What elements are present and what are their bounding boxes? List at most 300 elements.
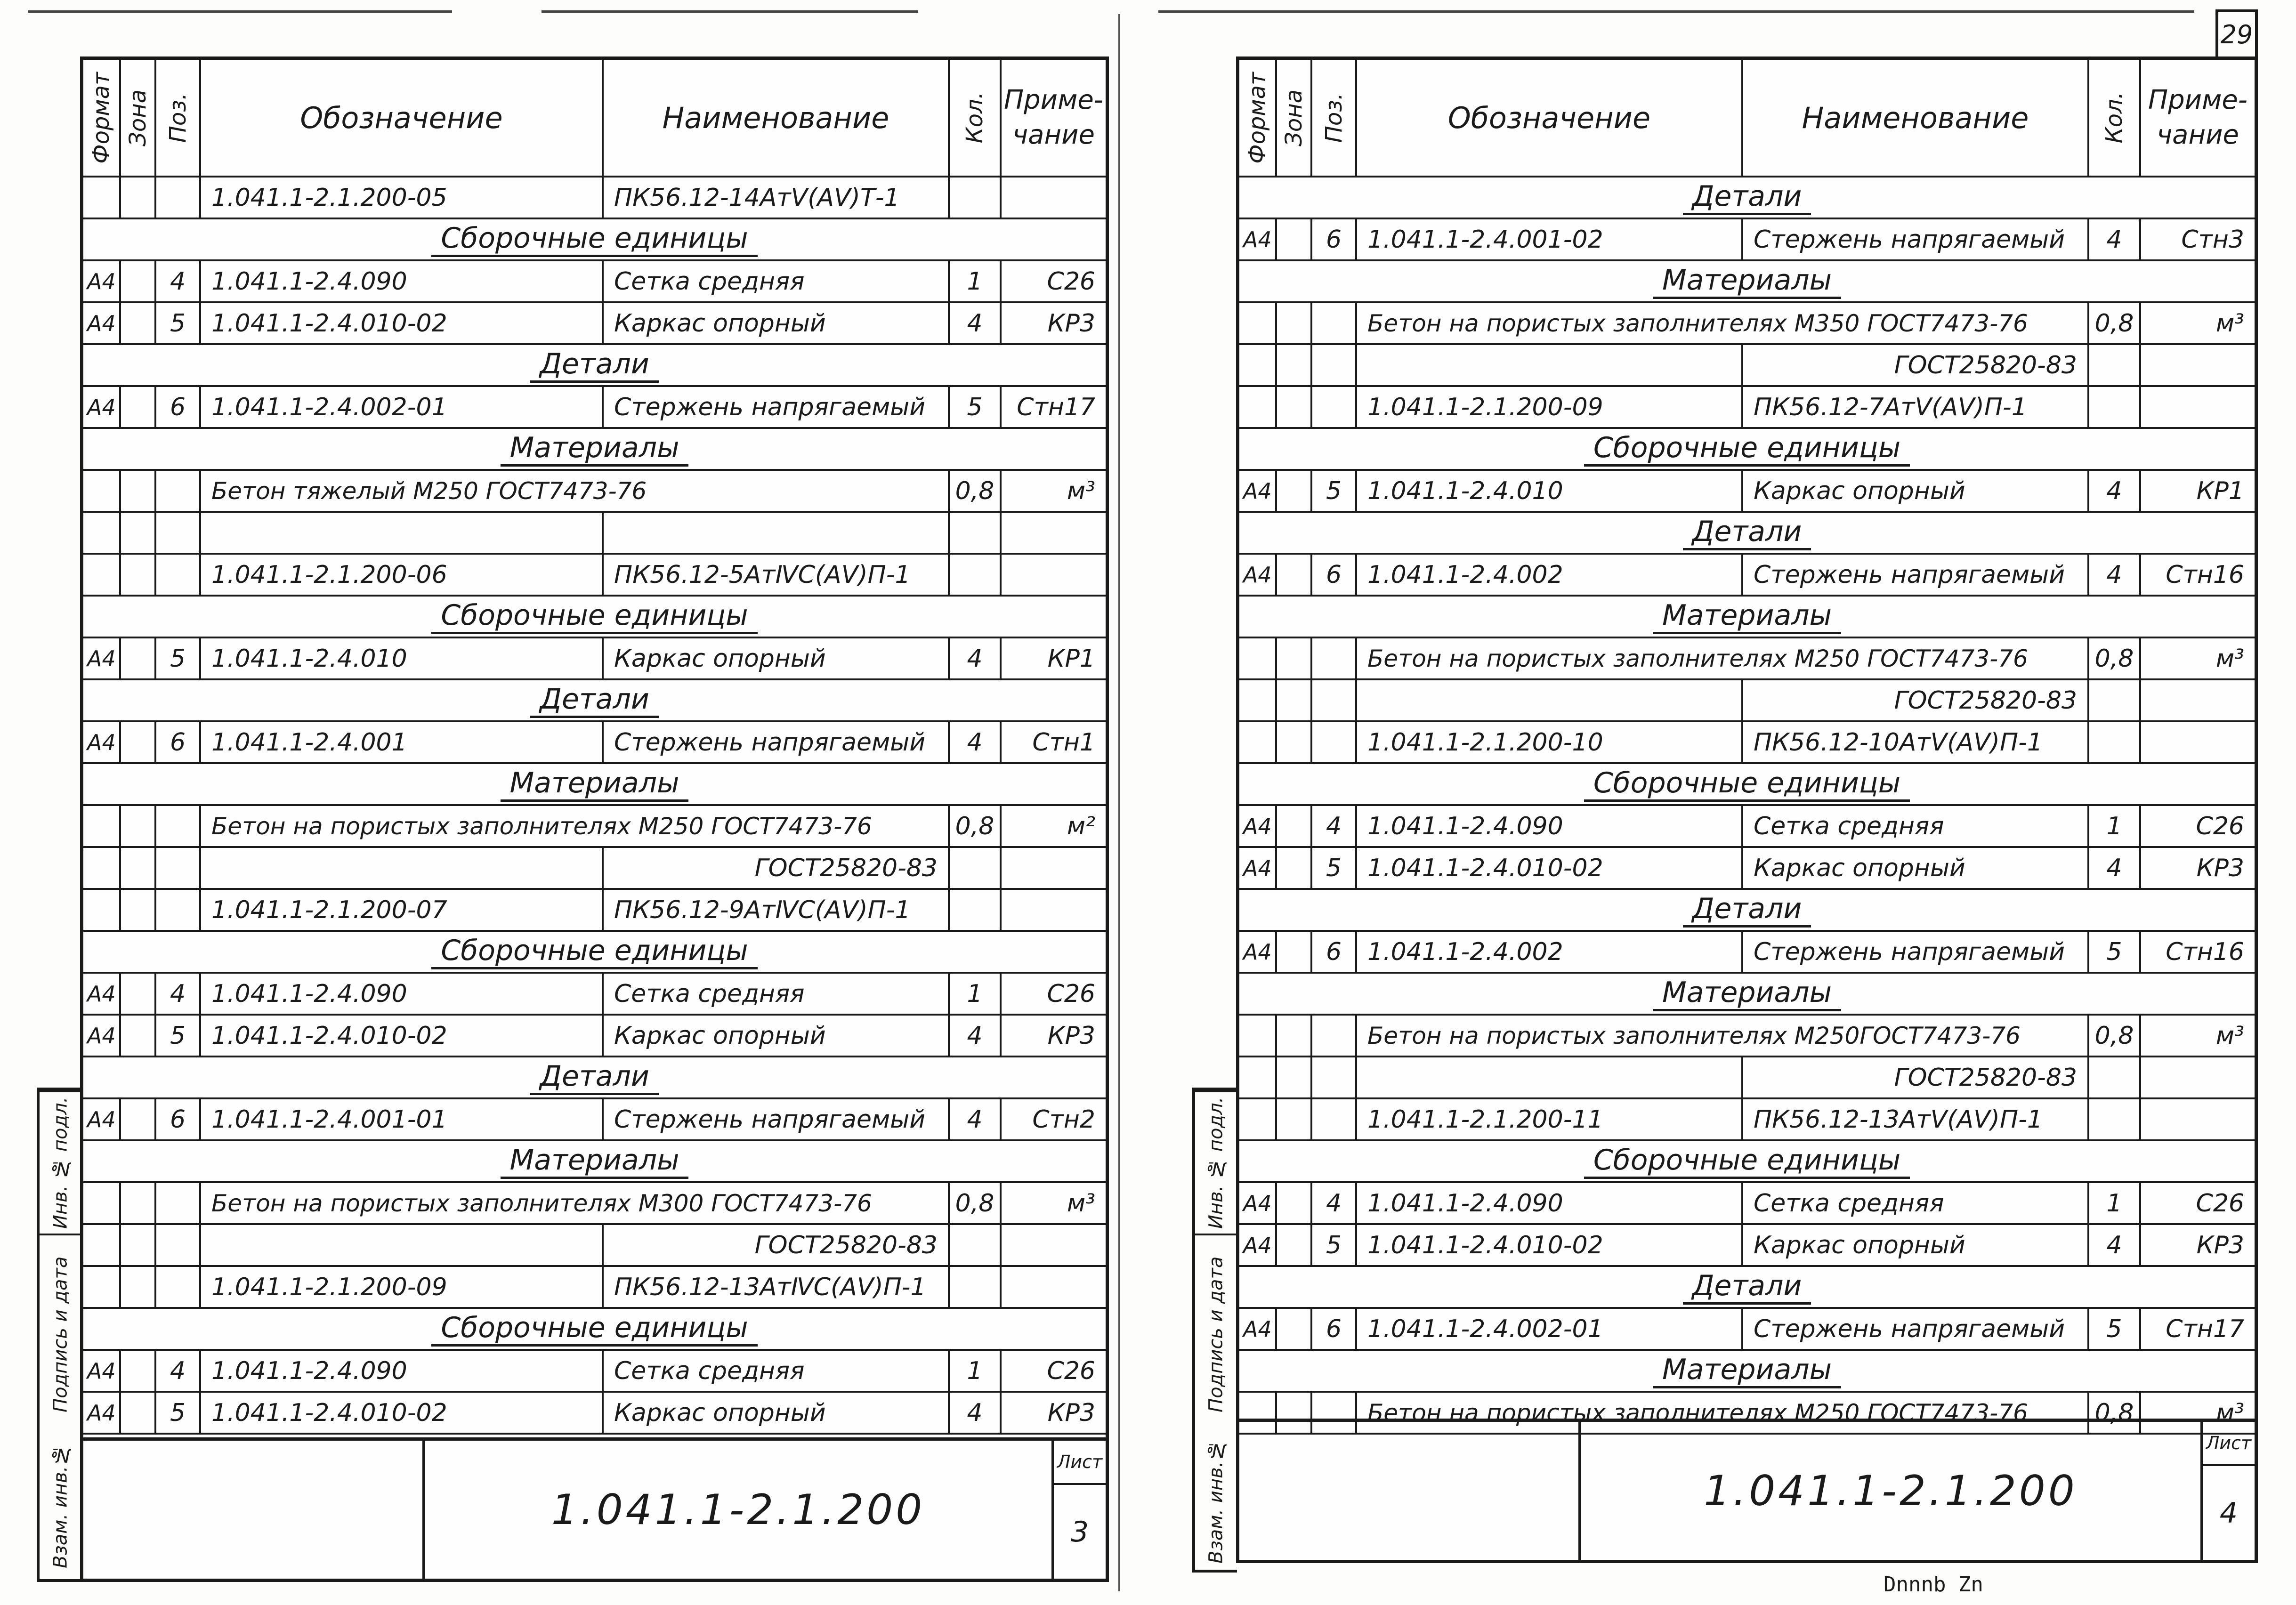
note-cell: КР3 — [2196, 1231, 2244, 1259]
position-cell — [1312, 1016, 1357, 1056]
section-title-cell — [83, 680, 1106, 720]
note-cell: Стн16 — [2166, 937, 2244, 966]
section-title-cell — [83, 219, 1106, 259]
designation-cell: 1.041.1-2.4.010-02 — [1357, 1225, 1743, 1265]
table-row — [1239, 848, 2255, 890]
header-name: Наименование — [1743, 60, 2089, 176]
header-designation: Обозначение — [1357, 60, 1743, 176]
table-row — [1239, 303, 2255, 345]
zone-cell — [1277, 638, 1312, 678]
section-title-row — [83, 429, 1106, 471]
position-cell: 5 — [156, 1016, 201, 1056]
position-cell — [1312, 722, 1357, 762]
header-zone — [121, 60, 156, 176]
section-title-cell — [83, 1141, 1106, 1181]
table-row — [83, 555, 1106, 597]
position-cell: 4 — [156, 1351, 201, 1391]
quantity-cell: 0,8 — [950, 806, 1002, 846]
note-cell: КР3 — [1047, 1021, 1095, 1050]
quantity-cell: 4 — [950, 638, 1002, 678]
header-note — [1002, 60, 1106, 176]
quantity-cell: 0,8 — [2089, 1393, 2141, 1433]
table-row — [83, 1183, 1106, 1225]
designation-cell: 1.041.1-2.4.001-02 — [1357, 219, 1743, 259]
empty-cell — [1357, 1057, 1743, 1097]
zone-cell — [121, 1183, 156, 1223]
quantity-cell: 4 — [950, 303, 1002, 343]
format-cell: А4 — [1239, 471, 1277, 511]
page-number: 29 — [2215, 9, 2258, 56]
stamp-inventory-original: Инв. № подл. — [1195, 1090, 1237, 1234]
zone-cell — [121, 890, 156, 930]
note-cell: м³ — [2215, 1021, 2244, 1050]
format-cell: А4 — [1239, 1183, 1277, 1223]
designation-cell: 1.041.1-2.4.010 — [1357, 471, 1743, 511]
header-note-label: Приме- чание — [1004, 85, 1103, 150]
section-title-row — [83, 1141, 1106, 1183]
section-title-cell — [1239, 1267, 2255, 1307]
section-title-row — [83, 1057, 1106, 1099]
section-title-cell — [1239, 890, 2255, 930]
designation-cell: 1.041.1-2.1.200-10 — [1357, 722, 1743, 762]
top-dash-line — [1158, 10, 2194, 13]
section-title-cell — [83, 597, 1106, 637]
format-cell: А4 — [83, 974, 121, 1014]
table-row — [1239, 219, 2255, 261]
name-cell: Каркас опорный — [604, 1016, 950, 1056]
empty-cell — [2141, 1057, 2255, 1097]
zone-cell — [121, 303, 156, 343]
zone-cell — [1277, 219, 1312, 259]
quantity-cell: 5 — [2089, 932, 2141, 972]
table-row — [83, 513, 1106, 555]
format-cell: А4 — [1239, 932, 1277, 972]
quantity-cell — [950, 555, 1002, 595]
stamp-signature-date: Подпись и дата — [1195, 1234, 1237, 1433]
table-row — [1239, 1016, 2255, 1057]
empty-cell — [950, 848, 1002, 888]
section-title-cell — [1239, 177, 2255, 218]
material-description: Бетон на пористых заполнителях М250 ГОСТ7473-76 — [201, 806, 950, 846]
name-cell: ПК56.12-9АтⅣС(АⅤ)П-1 — [604, 890, 950, 930]
section-title: Материалы — [501, 1144, 689, 1179]
empty-cell — [1357, 680, 1743, 720]
name-cell: Каркас опорный — [604, 303, 950, 343]
title-block-blank — [1239, 1422, 1581, 1560]
quantity-cell: 0,8 — [950, 471, 1002, 511]
note-cell — [2141, 387, 2255, 427]
quantity-cell: 1 — [950, 974, 1002, 1014]
designation-cell: 1.041.1-2.4.090 — [201, 1351, 604, 1391]
rows-left — [83, 177, 1106, 1435]
section-title: Сборочные единицы — [1584, 766, 1910, 802]
zone-cell — [121, 1393, 156, 1433]
empty-cell — [121, 848, 156, 888]
document-code: 1.041.1-2.1.200 — [1704, 1467, 2078, 1515]
empty-cell — [201, 848, 604, 888]
empty-cell — [1277, 1057, 1312, 1097]
quantity-cell — [2089, 387, 2141, 427]
note-cell: С26 — [2196, 812, 2244, 840]
section-title: Сборочные единицы — [1584, 431, 1910, 467]
empty-cell — [1002, 1225, 1106, 1265]
quantity-cell — [950, 890, 1002, 930]
format-cell: А4 — [1239, 1225, 1277, 1265]
header-qty-label: Кол. — [962, 92, 988, 144]
empty-cell — [1312, 680, 1357, 720]
position-cell — [156, 890, 201, 930]
section-title: Материалы — [501, 766, 689, 802]
section-title: Материалы — [501, 431, 689, 467]
format-cell: А4 — [83, 638, 121, 678]
position-cell: 4 — [1312, 806, 1357, 846]
quantity-cell — [2089, 722, 2141, 762]
position-cell: 5 — [1312, 471, 1357, 511]
gost-reference: ГОСТ25820-83 — [1743, 680, 2089, 720]
designation-cell: 1.041.1-2.4.090 — [1357, 1183, 1743, 1223]
empty-cell — [2141, 680, 2255, 720]
empty-cell — [1312, 345, 1357, 385]
note-cell: Стн1 — [1032, 728, 1095, 757]
section-title-row — [1239, 261, 2255, 303]
gost-row — [1239, 680, 2255, 722]
note-cell: м² — [1067, 812, 1095, 840]
name-cell: Каркас опорный — [604, 638, 950, 678]
table-row — [83, 638, 1106, 680]
section-title-cell — [83, 932, 1106, 972]
format-cell — [1239, 1099, 1277, 1139]
zone-cell — [121, 1016, 156, 1056]
quantity-cell: 1 — [950, 1351, 1002, 1391]
zone-cell — [1277, 1309, 1312, 1349]
note-cell: м³ — [2215, 309, 2244, 338]
material-description: Бетон на пористых заполнителях М350 ГОСТ7473-76 — [1357, 303, 2089, 343]
note-cell — [1002, 513, 1106, 553]
empty-cell — [1357, 345, 1743, 385]
name-cell: ПК56.12-10АтⅤ(АⅤ)П-1 — [1743, 722, 2089, 762]
position-cell — [1312, 303, 1357, 343]
table-row — [83, 387, 1106, 429]
section-title: Сборочные единицы — [431, 1311, 757, 1347]
quantity-cell: 4 — [950, 1393, 1002, 1433]
header-designation: Обозначение — [201, 60, 604, 176]
quantity-cell — [950, 513, 1002, 553]
format-cell — [1239, 303, 1277, 343]
quantity-cell: 0,8 — [2089, 638, 2141, 678]
section-title-row — [1239, 177, 2255, 219]
gost-row — [83, 1225, 1106, 1267]
position-cell — [156, 471, 201, 511]
position-cell: 4 — [156, 261, 201, 301]
note-cell — [1002, 1267, 1106, 1307]
designation-cell: 1.041.1-2.1.200-11 — [1357, 1099, 1743, 1139]
name-cell: Стержень напрягаемый — [1743, 219, 2089, 259]
section-title-cell — [83, 345, 1106, 385]
gost-row — [1239, 1057, 2255, 1099]
format-cell: А4 — [83, 261, 121, 301]
title-block-blank — [83, 1441, 425, 1579]
quantity-cell: 1 — [2089, 1183, 2141, 1223]
format-cell: А4 — [83, 1393, 121, 1433]
empty-cell — [2141, 345, 2255, 385]
sheet-number-box — [2200, 1422, 2255, 1560]
quantity-cell — [950, 1267, 1002, 1307]
table-row — [1239, 387, 2255, 429]
quantity-cell: 4 — [2089, 219, 2141, 259]
quantity-cell — [950, 177, 1002, 218]
table-row — [83, 1393, 1106, 1435]
note-cell: КР1 — [1047, 644, 1095, 673]
note-cell: С26 — [1047, 267, 1095, 296]
designation-cell: 1.041.1-2.1.200-09 — [201, 1267, 604, 1307]
header-qty — [2089, 60, 2141, 176]
table-row — [83, 261, 1106, 303]
name-cell: ПК56.12-7АтⅤ(АⅤ)П-1 — [1743, 387, 2089, 427]
quantity-cell: 4 — [2089, 1225, 2141, 1265]
note-cell: м³ — [2215, 1398, 2244, 1427]
gost-reference: ГОСТ25820-83 — [604, 1225, 950, 1265]
sheet-number: 4 — [2219, 1496, 2238, 1530]
designation-cell: 1.041.1-2.4.002 — [1357, 932, 1743, 972]
zone-cell — [121, 974, 156, 1014]
position-cell — [156, 513, 201, 553]
material-description: Бетон на пористых заполнителях М250ГОСТ7473-76 — [1357, 1016, 2089, 1056]
note-cell — [1002, 890, 1106, 930]
quantity-cell: 1 — [2089, 806, 2141, 846]
name-cell: Стержень напрягаемый — [604, 387, 950, 427]
stamp-inventory-original: Инв. № подл. — [40, 1090, 81, 1234]
section-title-cell — [1239, 1141, 2255, 1181]
section-title-cell — [1239, 513, 2255, 553]
position-cell — [156, 1183, 201, 1223]
designation-cell: 1.041.1-2.4.090 — [1357, 806, 1743, 846]
note-cell: КР3 — [1047, 309, 1095, 338]
format-cell: А4 — [83, 722, 121, 762]
designation-cell: 1.041.1-2.4.010-02 — [201, 303, 604, 343]
section-title: Детали — [1683, 1269, 1811, 1305]
section-title-row — [83, 764, 1106, 806]
name-cell: Стержень напрягаемый — [1743, 1309, 2089, 1349]
name-cell: ПК56.12-13АтⅣС(АⅤ)П-1 — [604, 1267, 950, 1307]
format-cell — [83, 513, 121, 553]
stamp-signature-date: Подпись и дата — [40, 1234, 81, 1433]
spec-sheet-left — [80, 56, 1109, 1582]
zone-cell — [1277, 387, 1312, 427]
designation-cell: 1.041.1-2.4.001 — [201, 722, 604, 762]
position-cell: 6 — [1312, 1309, 1357, 1349]
note-cell: С26 — [2196, 1189, 2244, 1218]
zone-cell — [1277, 806, 1312, 846]
side-stamp-right — [1192, 1088, 1237, 1573]
sheet-label: Лист — [2203, 1422, 2255, 1466]
table-row — [83, 1267, 1106, 1309]
position-cell: 5 — [156, 303, 201, 343]
sheet-number: 3 — [1070, 1515, 1089, 1549]
format-cell — [83, 1183, 121, 1223]
section-title: Сборочные единицы — [1584, 1144, 1910, 1179]
zone-cell — [1277, 555, 1312, 595]
section-title-row — [83, 345, 1106, 387]
quantity-cell: 0,8 — [2089, 1016, 2141, 1056]
empty-cell — [1002, 848, 1106, 888]
empty-cell — [2089, 345, 2141, 385]
position-cell: 6 — [1312, 932, 1357, 972]
note-cell: Стн3 — [2181, 225, 2244, 254]
format-cell — [1239, 1016, 1277, 1056]
material-description: Бетон на пористых заполнителях М300 ГОСТ7473-76 — [201, 1183, 950, 1223]
position-cell: 6 — [156, 722, 201, 762]
name-cell: Каркас опорный — [1743, 471, 2089, 511]
zone-cell — [121, 555, 156, 595]
name-cell: Стержень напрягаемый — [1743, 555, 2089, 595]
zone-cell — [121, 722, 156, 762]
note-cell: м³ — [1067, 1189, 1095, 1218]
format-cell: А4 — [83, 1016, 121, 1056]
designation-cell — [201, 513, 604, 553]
name-cell: Сетка средняя — [1743, 806, 2089, 846]
table-row — [1239, 638, 2255, 680]
designation-cell: 1.041.1-2.4.002 — [1357, 555, 1743, 595]
gost-reference: ГОСТ25820-83 — [1743, 1057, 2089, 1097]
section-title-cell — [1239, 974, 2255, 1014]
zone-cell — [1277, 932, 1312, 972]
rows-right — [1239, 177, 2255, 1435]
designation-cell: 1.041.1-2.1.200-05 — [201, 177, 604, 218]
header-pos-label: Поз. — [1320, 92, 1347, 143]
format-cell: А4 — [1239, 219, 1277, 259]
name-cell: Стержень напрягаемый — [1743, 932, 2089, 972]
side-stamp-left — [37, 1088, 81, 1582]
table-row — [83, 177, 1106, 219]
section-title: Материалы — [1653, 976, 1841, 1011]
note-cell: КР1 — [2196, 476, 2244, 505]
format-cell: А4 — [83, 387, 121, 427]
empty-cell — [83, 1225, 121, 1265]
header-format-label: Формат — [88, 72, 114, 164]
table-row — [1239, 722, 2255, 764]
header-qty — [950, 60, 1002, 176]
designation-cell: 1.041.1-2.1.200-09 — [1357, 387, 1743, 427]
position-cell: 4 — [1312, 1183, 1357, 1223]
section-title: Сборочные единицы — [431, 222, 757, 257]
name-cell: Стержень напрягаемый — [604, 722, 950, 762]
table-row — [1239, 1183, 2255, 1225]
empty-cell — [201, 1225, 604, 1265]
format-cell: А4 — [1239, 806, 1277, 846]
table-row — [83, 890, 1106, 932]
format-cell: А4 — [83, 303, 121, 343]
position-cell: 5 — [156, 638, 201, 678]
format-cell — [1239, 387, 1277, 427]
table-row — [83, 1351, 1106, 1393]
name-cell: Стержень напрягаемый — [604, 1099, 950, 1139]
section-title-row — [1239, 1141, 2255, 1183]
gost-reference: ГОСТ25820-83 — [604, 848, 950, 888]
title-block-right — [1239, 1419, 2255, 1560]
section-title-row — [83, 219, 1106, 261]
zone-cell — [121, 261, 156, 301]
position-cell — [156, 1267, 201, 1307]
position-cell: 6 — [1312, 219, 1357, 259]
format-cell — [83, 177, 121, 218]
name-cell: ПК56.12-14АтⅤ(АⅤ)Т-1 — [604, 177, 950, 218]
header-pos — [156, 60, 201, 176]
section-title-row — [83, 1309, 1106, 1351]
designation-cell: 1.041.1-2.4.010-02 — [201, 1016, 604, 1056]
position-cell — [156, 555, 201, 595]
document-code: 1.041.1-2.1.200 — [551, 1485, 925, 1534]
footer-mark: Dnnnb Zn — [1884, 1573, 1983, 1597]
quantity-cell: 4 — [2089, 848, 2141, 888]
position-cell: 5 — [156, 1393, 201, 1433]
spec-table-left — [83, 60, 1106, 1444]
quantity-cell: 0,8 — [950, 1183, 1002, 1223]
section-title-row — [83, 932, 1106, 974]
quantity-cell: 4 — [950, 722, 1002, 762]
table-row — [1239, 471, 2255, 513]
note-cell: С26 — [1047, 979, 1095, 1008]
section-title-cell — [83, 1057, 1106, 1097]
zone-cell — [121, 471, 156, 511]
designation-cell: 1.041.1-2.4.002-01 — [201, 387, 604, 427]
table-row — [1239, 1099, 2255, 1141]
note-cell: КР3 — [1047, 1398, 1095, 1427]
note-cell — [2141, 722, 2255, 762]
zone-cell — [1277, 1099, 1312, 1139]
sheet-number-box — [1051, 1441, 1106, 1579]
empty-cell — [1312, 1057, 1357, 1097]
position-cell — [156, 806, 201, 846]
header-pos — [1312, 60, 1357, 176]
table-row — [83, 303, 1106, 345]
zone-cell — [121, 1099, 156, 1139]
quantity-cell: 4 — [2089, 471, 2141, 511]
section-title: Детали — [530, 683, 659, 718]
empty-cell — [1239, 345, 1277, 385]
section-title-row — [1239, 1267, 2255, 1309]
section-title-cell — [1239, 429, 2255, 469]
section-title: Материалы — [1653, 264, 1841, 299]
designation-cell: 1.041.1-2.4.090 — [201, 261, 604, 301]
position-cell — [156, 177, 201, 218]
section-title: Материалы — [1653, 599, 1841, 634]
table-row — [1239, 806, 2255, 848]
material-description: Бетон на пористых заполнителях М250 ГОСТ7473-76 — [1357, 1393, 2089, 1433]
header-format-label: Формат — [1244, 72, 1270, 164]
name-cell: Каркас опорный — [1743, 848, 2089, 888]
format-cell — [83, 890, 121, 930]
zone-cell — [1277, 1183, 1312, 1223]
section-title-row — [1239, 1351, 2255, 1393]
format-cell: А4 — [1239, 1309, 1277, 1349]
designation-cell: 1.041.1-2.4.010-02 — [1357, 848, 1743, 888]
position-cell: 4 — [156, 974, 201, 1014]
section-title-row — [1239, 513, 2255, 555]
name-cell: ПК56.12-5АтⅣС(АⅤ)П-1 — [604, 555, 950, 595]
section-title-row — [83, 680, 1106, 722]
section-title: Материалы — [1653, 1353, 1841, 1388]
quantity-cell: 4 — [950, 1099, 1002, 1139]
section-title-cell — [1239, 1351, 2255, 1391]
position-cell: 5 — [1312, 848, 1357, 888]
header-pos-label: Поз. — [164, 92, 191, 143]
position-cell — [1312, 638, 1357, 678]
section-title: Детали — [1683, 515, 1811, 550]
quantity-cell: 4 — [950, 1016, 1002, 1056]
header-note — [2141, 60, 2255, 176]
zone-cell — [121, 387, 156, 427]
material-description: Бетон на пористых заполнителях М250 ГОСТ7473-76 — [1357, 638, 2089, 678]
